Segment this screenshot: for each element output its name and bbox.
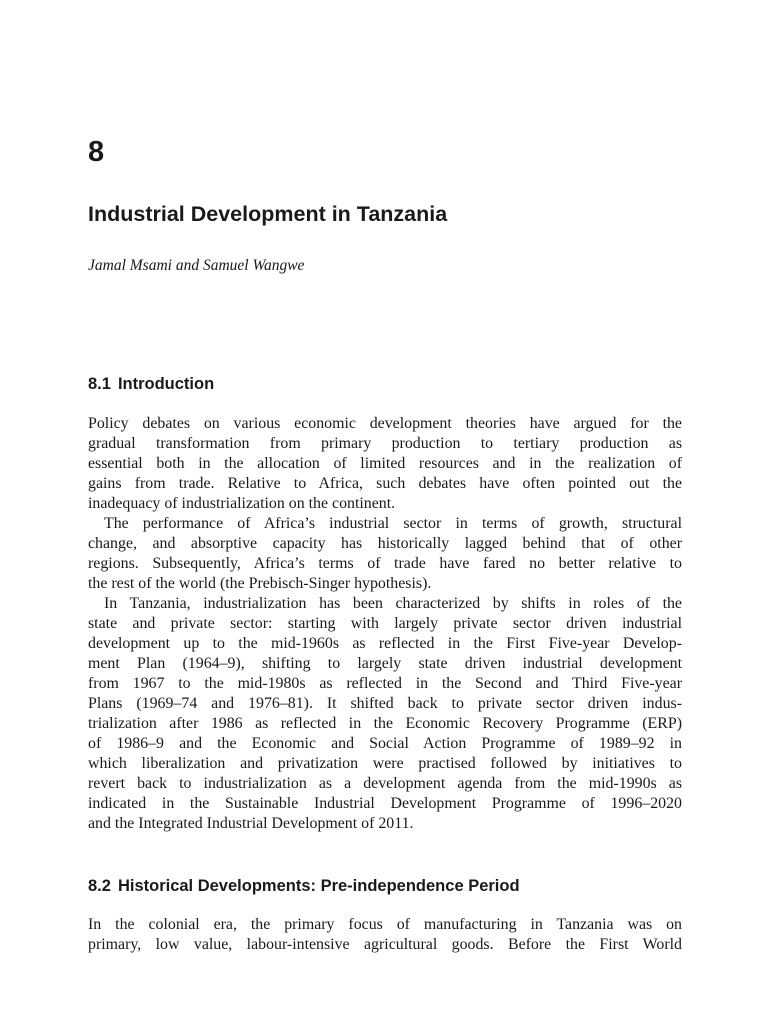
text-line: In Tanzania, industrialization has been characterized by shifts in roles of the — [104, 595, 682, 612]
historical-developments-body — [88, 915, 682, 955]
text-line: trialization after 1986 as reflected in the Economic Recovery Programme (ERP) — [88, 715, 682, 732]
text-line: essential both in the allocation of limited resources and in the realization of — [88, 455, 682, 472]
text-line: of 1986–9 and the Economic and Social Action Programme of 1989–92 in — [88, 735, 682, 752]
text-line: the rest of the world (the Prebisch-Singer hypothesis). — [88, 575, 432, 592]
text-line: indicated in the Sustainable Industrial Development Programme of 1996–2020 — [88, 795, 682, 812]
chapter-authors: Jamal Msami and Samuel Wangwe — [88, 257, 305, 274]
chapter-number: 8 — [88, 136, 105, 168]
text-line: The performance of Africa’s industrial sector in terms of growth, structural — [104, 515, 682, 532]
paragraph — [88, 915, 682, 955]
text-line: inadequacy of industrialization on the continent. — [88, 495, 396, 512]
introduction-body — [88, 414, 682, 834]
text-line: state and private sector: starting with largely private sector driven industrial — [88, 615, 682, 632]
section-title: Historical Developments: Pre-independence Period — [117, 877, 520, 895]
text-line: gains from trade. Relative to Africa, such debates have often pointed out the — [88, 475, 682, 492]
chapter-title: Industrial Development in Tanzania — [88, 202, 448, 226]
text-line: change, and absorptive capacity has historically lagged behind that of other — [88, 535, 682, 552]
text-line: regions. Subsequently, Africa’s terms of trade have fared no better relative to — [88, 555, 682, 572]
paragraph — [88, 514, 682, 594]
text-line: Plans (1969–74 and 1976–81). It shifted back to private sector driven indus- — [88, 695, 682, 712]
section-heading-introduction — [88, 373, 214, 395]
text-line: primary, low value, labour-intensive agricultural goods. Before the First World — [88, 936, 682, 953]
text-line: In the colonial era, the primary focus of manufacturing in Tanzania was on — [88, 916, 682, 933]
text-line: Policy debates on various economic development theories have argued for the — [88, 415, 682, 432]
paragraph — [88, 594, 682, 834]
section-number: 8.1 — [88, 375, 111, 393]
text-line: ment Plan (1964–9), shifting to largely state driven industrial development — [88, 655, 682, 672]
text-line: which liberalization and privatization were practised followed by initiatives to — [88, 755, 682, 772]
section-number: 8.2 — [88, 877, 111, 895]
text-line: gradual transformation from primary production to tertiary production as — [88, 435, 682, 452]
section-heading-historical-developments — [88, 875, 520, 897]
text-line: development up to the mid-1960s as reflected in the First Five-year Develop- — [88, 635, 682, 652]
text-line: revert back to industrialization as a development agenda from the mid-1990s as — [88, 775, 682, 792]
paragraph — [88, 414, 682, 514]
text-line: from 1967 to the mid-1980s as reflected in the Second and Third Five-year — [88, 675, 682, 692]
text-line: and the Integrated Industrial Development of 2011. — [88, 815, 414, 832]
section-title: Introduction — [117, 375, 215, 393]
